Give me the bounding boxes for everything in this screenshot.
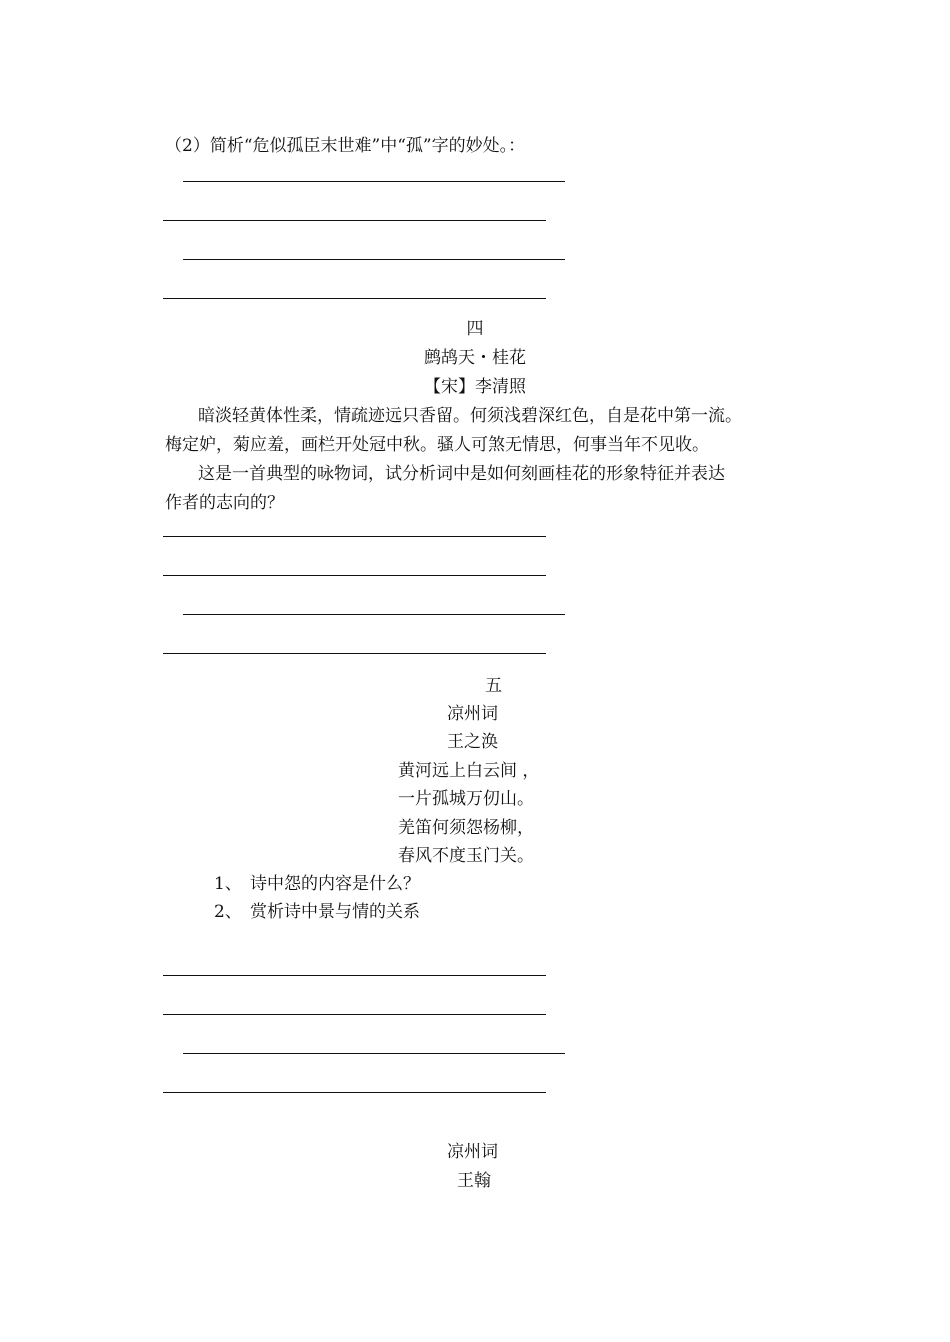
poem-line: 一片孤城万仞山。 (398, 789, 534, 809)
poem-title: 凉州词 (447, 1142, 498, 1162)
answer-line (163, 1092, 546, 1093)
poem-author: 王之涣 (447, 732, 498, 752)
answer-line (163, 653, 546, 654)
question-text: 诗中怨的内容是什么？ (250, 874, 420, 894)
section-number: 五 (485, 676, 502, 696)
poem-title: 鹧鸪天・桂花 (424, 348, 526, 368)
poem-line: 黄河远上白云间 ， (398, 761, 540, 781)
question-number: 2、 (214, 902, 242, 922)
answer-line (163, 1014, 546, 1015)
poem-author: 王翰 (457, 1171, 491, 1191)
answer-line (183, 181, 565, 182)
answer-line (163, 220, 546, 221)
question-text: 作者的志向的？ (165, 493, 284, 513)
poem-line: 梅定妒，菊应羞，画栏开处冠中秋。骚人可煞无情思，何事当年不见收。 (165, 435, 709, 455)
section-number: 四 (466, 319, 484, 339)
poem-author: 【宋】李清照 (424, 377, 526, 397)
answer-line (163, 298, 546, 299)
answer-line (183, 259, 565, 260)
poem-line: 春风不度玉门关。 (398, 846, 534, 866)
answer-line (163, 536, 546, 537)
answer-line (183, 1053, 565, 1054)
question-text: 赏析诗中景与情的关系 (250, 902, 420, 922)
poem-line: 羌笛何须怨杨柳， (398, 818, 534, 838)
answer-line (183, 614, 565, 615)
answer-line (163, 575, 546, 576)
question-number: 1、 (214, 874, 242, 894)
question-text: 这是一首典型的咏物词，试分析词中是如何刻画桂花的形象特征并表达 (198, 464, 725, 484)
answer-line (163, 975, 546, 976)
poem-line: 暗淡轻黄体性柔，情疏迹远只香留。何须浅碧深红色，自是花中第一流。 (198, 406, 742, 426)
question-text: （2）简析“危似孤臣末世难”中“孤”字的妙处。： (165, 136, 526, 156)
poem-title: 凉州词 (447, 704, 498, 724)
